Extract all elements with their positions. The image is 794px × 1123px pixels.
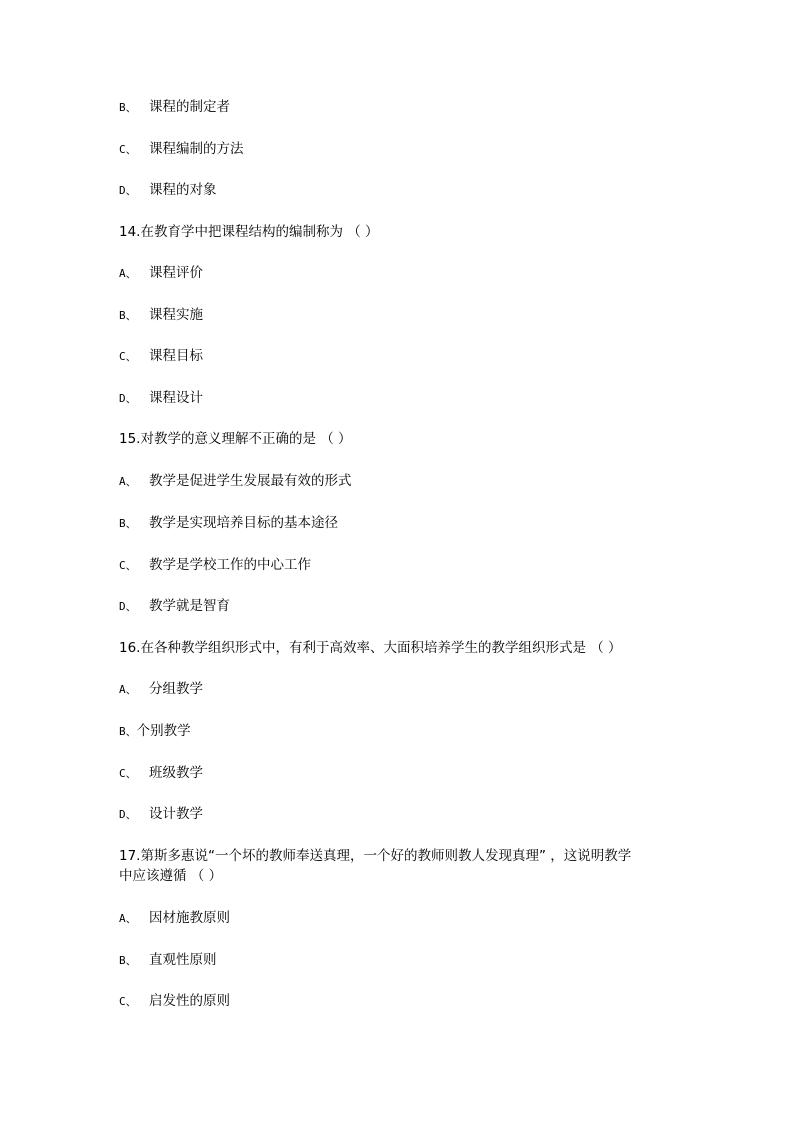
option-text: 设计教学 (149, 806, 203, 822)
option-letter: D、 (119, 808, 137, 821)
option-letter: A、 (119, 683, 137, 696)
q17-option-b (119, 950, 217, 971)
option-text: 启发性的原则 (149, 993, 230, 1009)
option-text: 直观性原则 (149, 952, 217, 968)
q17-option-a (119, 908, 230, 929)
option-letter: B、 (119, 309, 137, 322)
option-letter: D、 (119, 600, 137, 613)
q15-option-d (119, 596, 230, 617)
option-letter: B、 (119, 101, 137, 114)
option-text: 课程评价 (149, 265, 203, 281)
option-text: 教学就是智育 (149, 598, 230, 614)
q16-option-c (119, 763, 203, 784)
option-letter: C、 (119, 995, 137, 1008)
option-text: 教学是学校工作的中心工作 (149, 557, 311, 573)
option-text: 个别教学 (136, 723, 191, 739)
option-text: 班级教学 (149, 765, 203, 781)
option-text: 课程编制的方法 (149, 141, 244, 157)
option-text: 课程的制定者 (149, 99, 230, 115)
option-text: 课程设计 (149, 390, 203, 406)
q16-option-b (119, 721, 191, 742)
q15-option-a (119, 471, 352, 492)
option-text: 课程目标 (149, 348, 203, 364)
q16-option-d (119, 804, 203, 825)
q14-stem: 14.在教育学中把课程结构的编制称为 （ ） (119, 224, 379, 240)
q15-option-c (119, 555, 311, 576)
q14-option-c (119, 346, 203, 367)
option-letter: C、 (119, 350, 137, 363)
option-letter: A、 (119, 267, 137, 280)
q15-option-b (119, 513, 338, 534)
option-text: 课程的对象 (149, 182, 217, 198)
q15-stem: 15.对教学的意义理解不正确的是 （ ） (119, 431, 352, 447)
q16-stem: 16.在各种教学组织形式中，有利于高效率、大面积培养学生的教学组织形式是 （ ） (119, 640, 622, 656)
option-text: 因材施教原则 (149, 910, 230, 926)
q13-option-c (119, 139, 244, 160)
option-letter: B、 (119, 954, 137, 967)
option-letter: C、 (119, 143, 137, 156)
option-text: 教学是实现培养目标的基本途径 (149, 515, 338, 531)
q17-stem-line2: 中应该遵循 （ ） (119, 868, 223, 884)
option-letter: D、 (119, 184, 137, 197)
q13-option-b (119, 97, 230, 118)
q17-stem-line1: 17.第斯多惠说“一个坏的教师奉送真理，一个好的教师则教人发现真理” ，这说明教学 (119, 848, 632, 864)
q14-option-b (119, 305, 203, 326)
option-letter: C、 (119, 559, 137, 572)
option-text: 课程实施 (149, 307, 203, 323)
option-letter: C、 (119, 767, 137, 780)
option-letter: B、 (119, 517, 137, 530)
option-letter: D、 (119, 392, 137, 405)
q17-option-c (119, 991, 230, 1012)
option-text: 分组教学 (149, 681, 203, 697)
q14-option-d (119, 388, 203, 409)
q14-option-a (119, 263, 203, 284)
option-text: 教学是促进学生发展最有效的形式 (149, 473, 352, 489)
option-letter: A、 (119, 912, 137, 925)
q16-option-a (119, 679, 203, 700)
q13-option-d (119, 180, 217, 201)
option-letter: B、 (119, 725, 137, 738)
option-letter: A、 (119, 475, 137, 488)
